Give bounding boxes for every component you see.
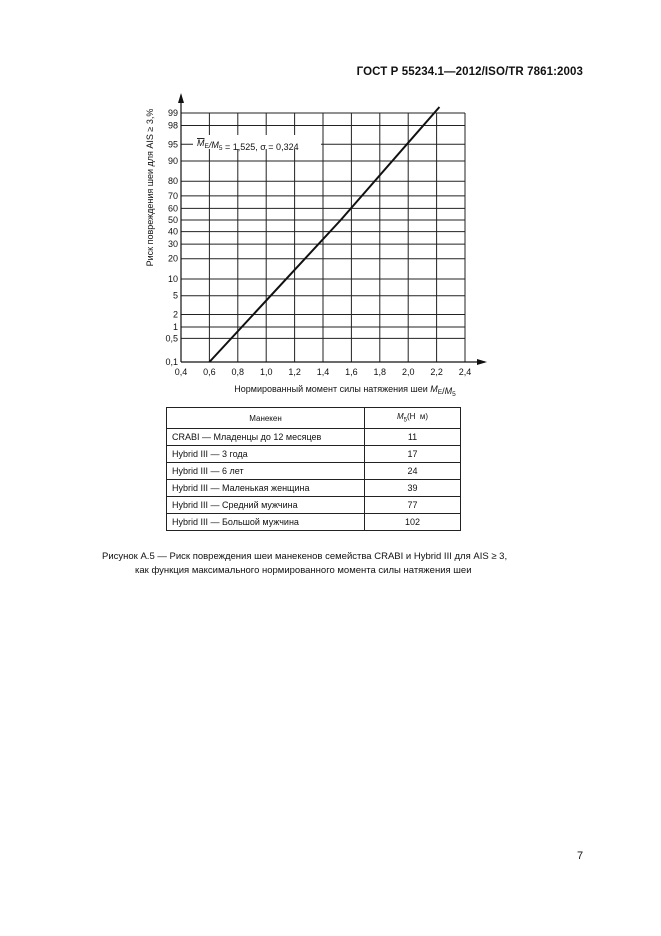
x-axis-label: Нормированный момент силы натяжения шеи $M_E/M_5$ [234,384,456,398]
x-tick-label: 1,0 [259,367,273,377]
table-cell-m5: 17 [365,446,461,463]
y-tick-label: 30 [167,239,178,250]
table-header-row [167,408,461,429]
y-axis-arrow-icon [178,93,184,103]
table-cell-dummy: Hybrid III — Маленькая женщина [167,480,365,497]
table-header-m5: $M_5(Н$ м) [365,408,461,429]
x-tick-label: 0,8 [231,367,245,377]
y-tick-label: 95 [167,139,178,150]
y-tick-label: 50 [167,214,178,225]
y-tick-label: 1 [172,321,178,332]
table-cell-dummy: Hybrid III — Средний мужчина [167,497,365,514]
table-row [167,514,461,531]
x-tick-label: 0,6 [203,367,216,377]
y-tick-label: 0,5 [165,333,178,344]
table-row [167,497,461,514]
table-cell-m5: 24 [365,463,461,480]
x-tick-label: 2,0 [401,367,415,377]
y-tick-label: 10 [167,273,178,284]
y-axis-label: Риск повреждения шеи для AIS ≥ 3,% [145,108,155,267]
y-tick-label: 60 [167,203,178,214]
table-header-dummy: Манекен [167,408,365,429]
y-tick-label: 99 [167,108,178,118]
annotation-text: $M_E/M_5 = 1,525$, σ = 0,324 [197,138,299,152]
table-cell-m5: 39 [365,480,461,497]
y-tick-label: 90 [167,155,178,166]
caption-line-2: как функция максимального нормированного момента силы натяжения шеи [135,565,472,576]
y-tick-label: 2 [172,309,178,320]
table-cell-m5: 102 [365,514,461,531]
x-tick-label: 1,2 [288,367,301,377]
y-tick-label: 40 [167,226,178,237]
table-cell-m5: 11 [365,429,461,446]
table-row [167,480,461,497]
y-tick-label: 98 [167,120,178,131]
caption-line-1: Рисунок А.5 — Риск повреждения шеи манекенов семейства CRABI и Hybrid III для AIS ≥ 3, [102,551,508,562]
x-tick-label: 1,4 [316,367,330,377]
table-cell-dummy: Hybrid III — 6 лет [167,463,365,480]
x-axis-arrow-icon [477,359,487,365]
y-tick-label: 70 [167,190,178,201]
y-tick-label: 0,1 [165,357,178,367]
y-tick-label: 20 [167,253,178,264]
x-tick-label: 2,2 [430,367,443,377]
y-tick-label: 80 [167,176,178,187]
x-tick-label: 0,4 [174,367,188,377]
x-tick-label: 1,8 [373,367,387,377]
table-row [167,429,461,446]
dummy-table [166,407,461,531]
y-tick-label: 5 [172,290,178,301]
table-cell-m5: 77 [365,497,461,514]
document-header: ГОСТ Р 55234.1—2012/ISO/TR 7861:2003 [356,66,583,78]
table-cell-dummy: Hybrid III — Большой мужчина [167,514,365,531]
x-tick-label: 2,4 [458,367,472,377]
x-tick-label: 1,6 [345,367,358,377]
neck-injury-risk-chart [0,0,661,400]
table-cell-dummy: CRABI — Младенцы до 12 месяцев [167,429,365,446]
table-row [167,446,461,463]
table-row [167,463,461,480]
table-cell-dummy: Hybrid III — 3 года [167,446,365,463]
figure-caption [102,550,507,578]
page-number: 7 [577,850,584,862]
